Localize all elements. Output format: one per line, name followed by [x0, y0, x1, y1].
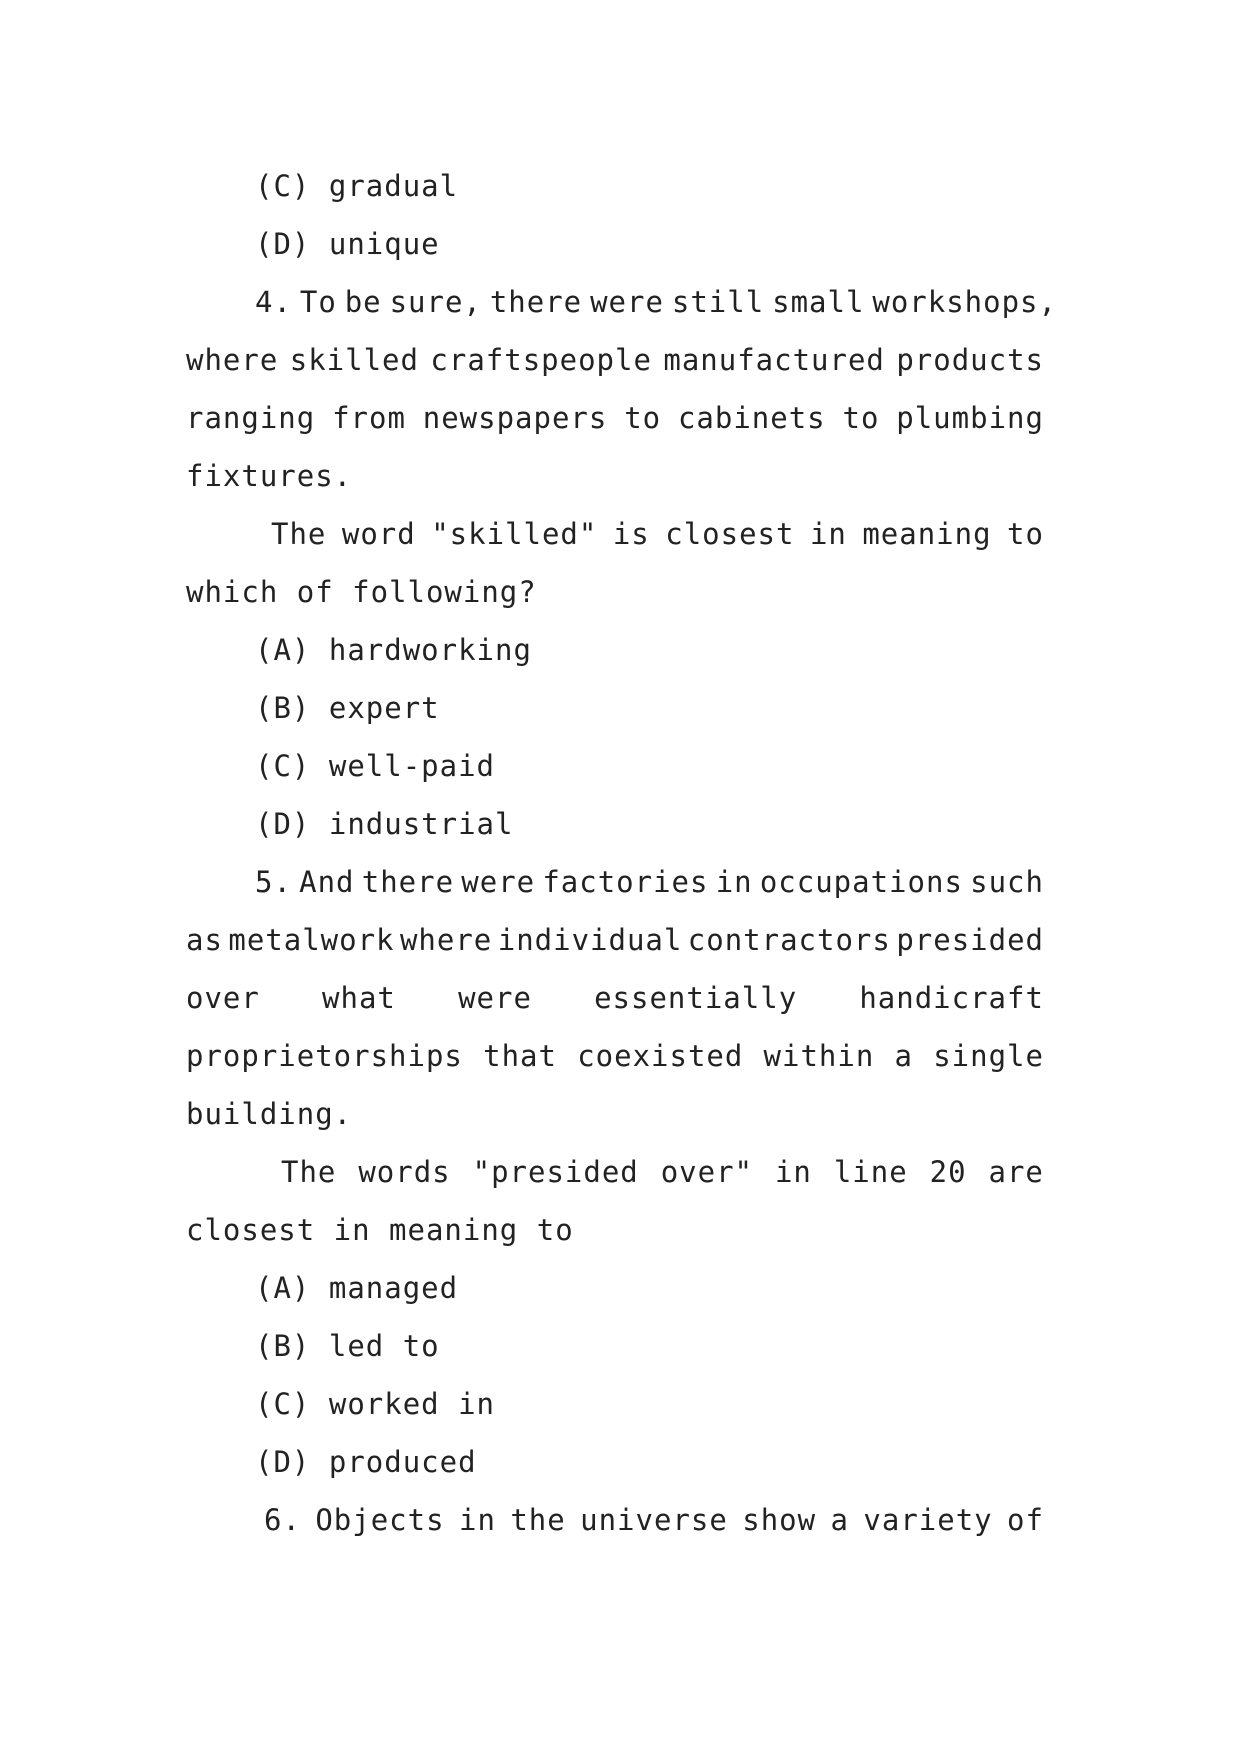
q5-stem-line-1 — [255, 864, 1044, 900]
word: skilled — [289, 343, 419, 377]
word: in — [809, 517, 847, 551]
word: single — [933, 1039, 1044, 1073]
word: a — [894, 1039, 913, 1073]
word: cabinets — [677, 401, 826, 435]
word: where — [186, 343, 279, 377]
word: 5. — [255, 865, 292, 899]
word: And — [299, 865, 355, 899]
word: small — [772, 285, 865, 319]
word: there — [489, 285, 583, 319]
option-text: managed — [328, 1271, 459, 1305]
word: still — [671, 285, 765, 319]
word: universe — [580, 1503, 728, 1537]
q4-stem-line-1 — [255, 284, 1057, 320]
word: 20 — [929, 1155, 967, 1189]
q4-option-c — [255, 748, 495, 784]
word: occupations — [759, 865, 963, 899]
word: were — [461, 865, 536, 899]
word: individual — [497, 923, 683, 957]
word: where — [399, 923, 493, 957]
word: plumbing — [896, 401, 1044, 435]
word: in — [458, 1503, 496, 1537]
word: "skilled" — [431, 517, 598, 551]
word: in — [774, 1155, 812, 1189]
word: To — [299, 285, 337, 319]
word: ranging — [186, 401, 316, 435]
word: from — [332, 401, 406, 435]
word: meaning — [862, 517, 992, 551]
word: presided — [896, 923, 1044, 957]
q3-option-c — [255, 168, 458, 204]
word: in — [715, 865, 753, 899]
option-label: (A) — [255, 1271, 311, 1305]
word: what — [322, 981, 396, 1015]
word: Objects — [315, 1503, 445, 1537]
word: "presided — [472, 1155, 639, 1189]
q4-stem-line-3 — [186, 400, 1044, 436]
q4-question-line-2: which of following? — [186, 575, 537, 609]
word: products — [896, 343, 1044, 377]
option-label: (D) — [255, 227, 311, 261]
word: were — [590, 285, 664, 319]
word: variety — [863, 1503, 993, 1537]
option-label: (C) — [255, 169, 311, 203]
q5-stem-line-3 — [186, 980, 1044, 1016]
option-text: gradual — [328, 169, 459, 203]
word: line — [833, 1155, 908, 1189]
word: to — [842, 401, 880, 435]
word: of — [1007, 1503, 1044, 1537]
q4-stem-line-2 — [186, 342, 1044, 378]
word: within — [763, 1039, 875, 1073]
word: the — [510, 1503, 566, 1537]
word: over — [186, 981, 260, 1015]
q5-question-line-2: closest in meaning to — [186, 1213, 574, 1247]
word: craftspeople — [430, 343, 652, 377]
q5-stem-line-2 — [186, 922, 1044, 958]
q4-question-line-1 — [271, 516, 1044, 552]
word: is — [612, 517, 650, 551]
word: metalwork — [228, 923, 395, 957]
option-label: (C) — [255, 749, 311, 783]
word: are — [988, 1155, 1044, 1189]
word: that — [483, 1039, 557, 1073]
q5-option-c — [255, 1386, 495, 1422]
word: were — [458, 981, 532, 1015]
word: as — [186, 923, 223, 957]
option-label: (A) — [255, 633, 311, 667]
word: essentially — [594, 981, 798, 1015]
option-label: (D) — [255, 1445, 311, 1479]
option-text: expert — [328, 691, 440, 725]
word: 6. — [264, 1503, 301, 1537]
q6-stem-line-1 — [264, 1502, 1044, 1538]
q5-option-a — [255, 1270, 458, 1306]
word: such — [970, 865, 1044, 899]
q3-option-d — [255, 226, 440, 262]
word: closest — [665, 517, 795, 551]
option-text: led to — [328, 1329, 440, 1363]
q5-option-b — [255, 1328, 440, 1364]
word: The — [281, 1155, 337, 1189]
word: over" — [660, 1155, 754, 1189]
word: The — [271, 517, 327, 551]
word: manufactured — [663, 343, 885, 377]
option-label: (B) — [255, 1329, 311, 1363]
q4-option-b — [255, 690, 440, 726]
word: 4. — [255, 285, 292, 319]
option-text: worked in — [328, 1387, 495, 1421]
q4-option-d — [255, 806, 513, 842]
option-text: hardworking — [328, 633, 532, 667]
word: coexisted — [577, 1039, 744, 1073]
word: be — [344, 285, 382, 319]
option-text: well-paid — [328, 749, 495, 783]
q4-stem-line-4: fixtures. — [186, 459, 353, 493]
option-text: produced — [328, 1445, 477, 1479]
q5-stem-line-4 — [186, 1038, 1044, 1074]
q5-stem-line-5: building. — [186, 1097, 353, 1131]
word: show — [742, 1503, 817, 1537]
word: word — [341, 517, 416, 551]
q5-question-line-1 — [281, 1154, 1044, 1190]
word: contractors — [687, 923, 891, 957]
option-label: (C) — [255, 1387, 311, 1421]
option-text: unique — [328, 227, 440, 261]
word: words — [358, 1155, 451, 1189]
word: workshops, — [872, 285, 1057, 319]
word: newspapers — [422, 401, 608, 435]
word: proprietorships — [186, 1039, 463, 1073]
option-text: industrial — [328, 807, 514, 841]
q5-option-d — [255, 1444, 477, 1480]
option-label: (B) — [255, 691, 311, 725]
word: factories — [542, 865, 709, 899]
word: there — [361, 865, 455, 899]
word: a — [830, 1503, 849, 1537]
word: to — [1007, 517, 1044, 551]
word: to — [624, 401, 662, 435]
option-label: (D) — [255, 807, 311, 841]
word: handicraft — [859, 981, 1044, 1015]
q4-option-a — [255, 632, 532, 668]
word: sure, — [389, 285, 482, 319]
